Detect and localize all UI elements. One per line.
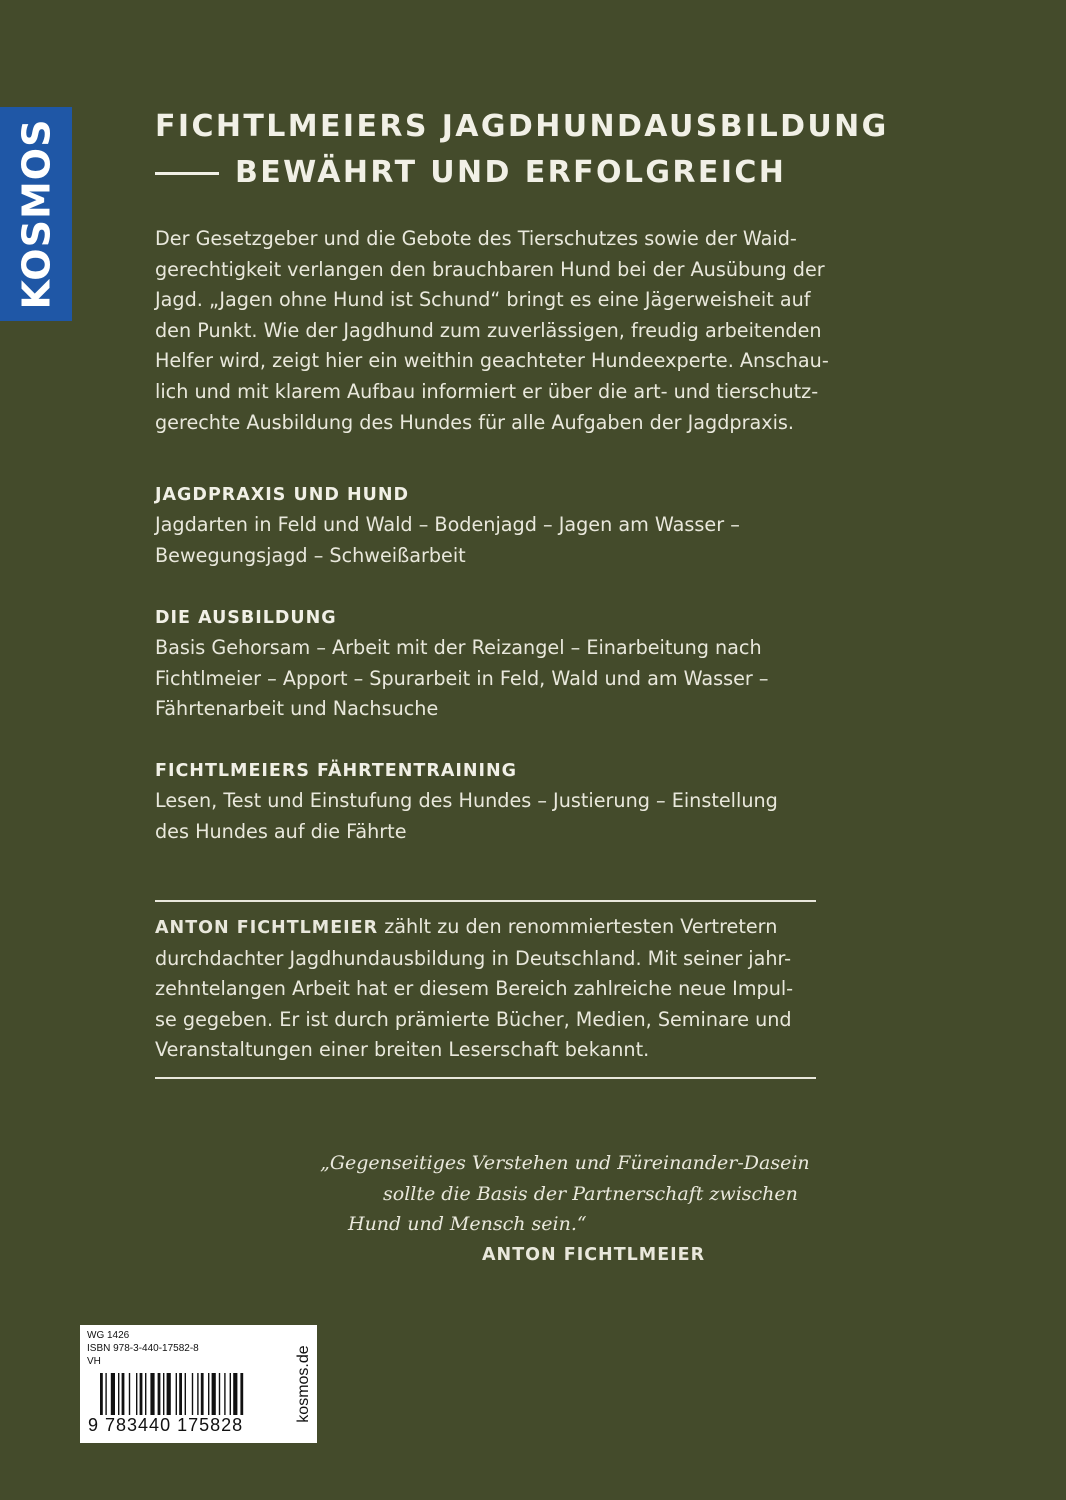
author-line: Veranstaltungen einer breiten Leserschaft bekannt. — [155, 1038, 650, 1062]
intro-line: Helfer wird, zeigt hier ein weithin geachteter Hundeexperte. Anschau- — [155, 349, 829, 373]
section-line: Jagdarten in Feld und Wald – Bodenjagd – Jagen am Wasser – — [155, 513, 740, 536]
author-name: ANTON FICHTLMEIER — [155, 918, 379, 938]
section-line: des Hundes auf die Fährte — [155, 819, 407, 843]
logo-text: KOSMOS — [14, 118, 58, 310]
headline-dash — [155, 172, 219, 175]
section-line: Lesen, Test und Einstufung des Hundes – Justierung – Einstellung — [155, 789, 778, 812]
intro-line: lich und mit klarem Aufbau informiert er über die art- und tierschutz- — [155, 379, 819, 403]
divider-top — [155, 900, 816, 902]
headline-line2: BEWÄHRT UND ERFOLGREICH — [235, 155, 787, 190]
intro-line: den Punkt. Wie der Jagdhund zum zuverlässigen, freudig arbeitenden — [155, 318, 822, 342]
url-text: kosmos.de — [295, 1345, 312, 1423]
intro-line: Der Gesetzgeber und die Gebote des Tierschutzes sowie der Waid- — [155, 227, 797, 250]
quote-line2: sollte die Basis der Partnerschaft zwischen — [383, 1182, 798, 1205]
section-jagdpraxis — [155, 480, 855, 571]
barcode-box — [80, 1325, 317, 1443]
author-line: zehntelangen Arbeit hat er diesem Bereich zahlreiche neue Impul- — [155, 977, 794, 1001]
section-faehrtentraining — [155, 756, 855, 847]
intro-line: gerechtigkeit verlangen den brauchbaren Hund bei der Ausübung der — [155, 257, 825, 281]
headline — [155, 104, 889, 196]
section-heading: FICHTLMEIERS FÄHRTENTRAINING — [155, 761, 518, 781]
website-url — [292, 1330, 316, 1438]
author-line: durchdachter Jagdhundausbildung in Deutschland. Mit seiner jahr- — [155, 946, 792, 970]
quote-line3: Hund und Mensch sein.“ — [348, 1213, 587, 1236]
section-heading: JAGDPRAXIS UND HUND — [155, 485, 409, 505]
section-ausbildung — [155, 603, 855, 725]
wg-code: WG 1426 — [87, 1330, 130, 1341]
headline-line2-row — [155, 150, 889, 196]
isbn: ISBN 978-3-440-17582-8 — [87, 1343, 199, 1354]
author-line1-rest: zählt zu den renommiertesten Vertretern — [378, 915, 778, 938]
intro-line: Jagd. „Jagen ohne Hund ist Schund“ bringt es eine Jägerweisheit auf — [155, 288, 811, 312]
quote — [300, 1148, 820, 1240]
section-heading: DIE AUSBILDUNG — [155, 608, 337, 628]
vh-code: VH — [87, 1356, 101, 1367]
intro-line: gerechte Ausbildung des Hundes für alle Aufgaben der Jagdpraxis. — [155, 410, 795, 434]
kosmos-logo — [0, 107, 72, 321]
author-line1 — [155, 912, 855, 944]
section-line: Bewegungsjagd – Schweißarbeit — [155, 543, 466, 567]
intro-paragraph — [155, 224, 855, 438]
quote-line1: „Gegenseitiges Verstehen und Füreinander-Dasein — [320, 1152, 810, 1174]
barcode-number: 9 783440 175828 — [88, 1415, 244, 1435]
author-line: se gegeben. Er ist durch prämierte Bücher, Medien, Seminare und — [155, 1007, 792, 1031]
divider-bottom — [155, 1077, 816, 1079]
section-line: Fährtenarbeit und Nachsuche — [155, 697, 439, 721]
quote-attribution: ANTON FICHTLMEIER — [482, 1245, 706, 1265]
section-line: Fichtlmeier – Apport – Spurarbeit in Feld, Wald und am Wasser – — [155, 666, 769, 690]
author-bio — [155, 912, 855, 1066]
headline-line1: FICHTLMEIERS JAGDHUNDAUSBILDUNG — [155, 109, 889, 144]
barcode-meta — [87, 1329, 199, 1368]
section-line: Basis Gehorsam – Arbeit mit der Reizangel – Einarbeitung nach — [155, 636, 762, 659]
